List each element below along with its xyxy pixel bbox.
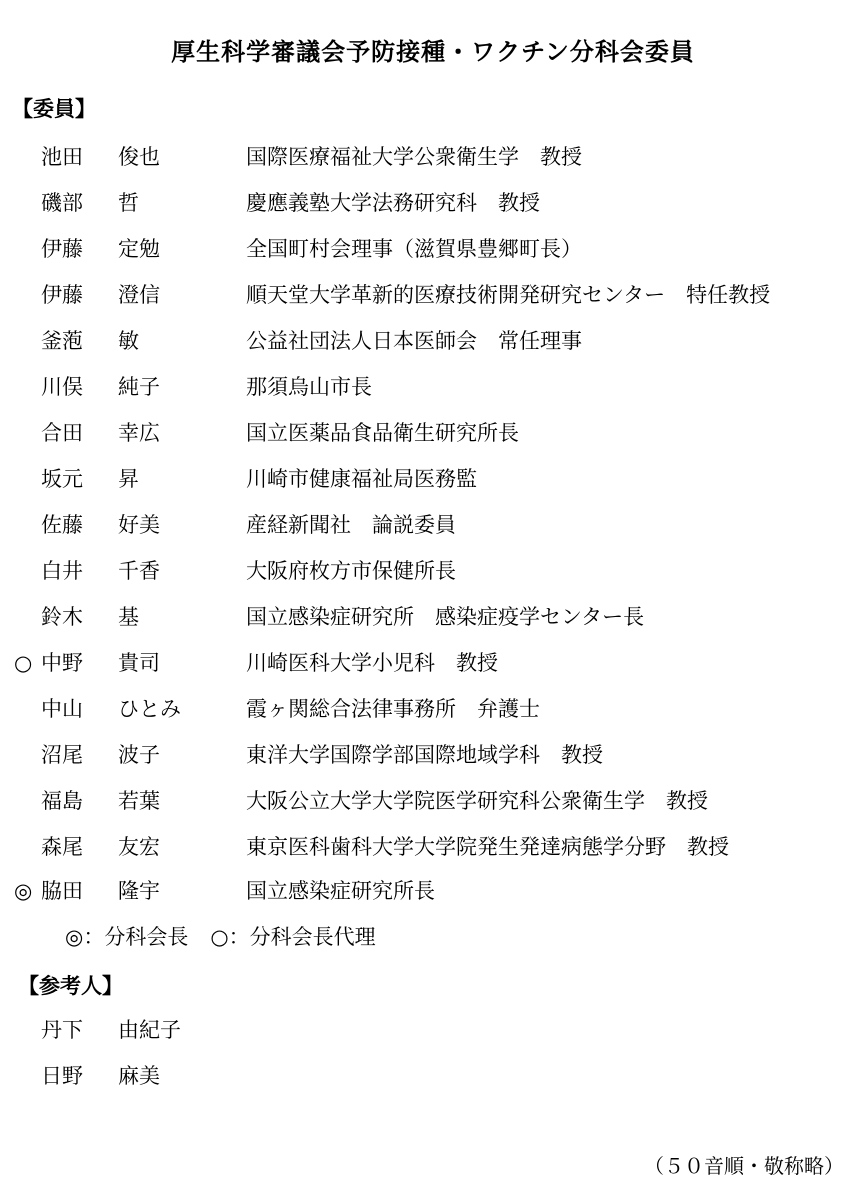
member-surname: 中山 [41, 697, 83, 721]
member-given-name: 隆宇 [118, 879, 160, 903]
member-affiliation: 川崎医科大学小児科 教授 [246, 651, 498, 675]
member-surname: 坂元 [41, 467, 83, 491]
member-surname: 伊藤 [41, 237, 83, 261]
member-row [0, 326, 866, 356]
member-row [0, 786, 866, 816]
member-affiliation: 東京医科歯科大学大学院発生発達病態学分野 教授 [246, 835, 729, 859]
footer-note: （５０音順・敬称略） [644, 1154, 844, 1178]
member-given-name: 定勉 [118, 237, 160, 261]
member-row [0, 372, 866, 402]
member-row [0, 832, 866, 862]
member-affiliation: 公益社団法人日本医師会 常任理事 [246, 329, 582, 353]
member-affiliation: 国立感染症研究所長 [246, 879, 435, 903]
member-surname: 福島 [41, 789, 83, 813]
member-surname: 伊藤 [41, 283, 83, 307]
member-affiliation: 全国町村会理事（滋賀県豊郷町長） [246, 237, 582, 261]
member-row [0, 740, 866, 770]
legend-deputy: ○：分科会長代理 [210, 925, 376, 949]
member-row [0, 234, 866, 264]
member-surname: 佐藤 [41, 513, 83, 537]
member-surname: 川俣 [41, 375, 83, 399]
member-given-name: 澄信 [118, 283, 160, 307]
reference-surname: 丹下 [41, 1018, 83, 1042]
reference-given-name: 麻美 [118, 1064, 160, 1088]
member-row [0, 418, 866, 448]
reference-heading: 【参考人】 [18, 974, 123, 998]
reference-row [0, 1015, 866, 1045]
member-mark: ◎ [14, 879, 33, 903]
member-affiliation: 産経新聞社 論説委員 [246, 513, 456, 537]
member-affiliation: 那須烏山市長 [246, 375, 372, 399]
page-title: 厚生科学審議会予防接種・ワクチン分科会委員 [171, 38, 695, 66]
member-given-name: 波子 [118, 743, 160, 767]
member-mark: ○ [14, 651, 33, 675]
member-surname: 森尾 [41, 835, 83, 859]
member-row [0, 188, 866, 218]
member-given-name: 敏 [118, 329, 139, 353]
member-row [0, 556, 866, 586]
member-row [0, 510, 866, 540]
member-row [0, 694, 866, 724]
reference-surname: 日野 [41, 1064, 83, 1088]
member-affiliation: 慶應義塾大学法務研究科 教授 [246, 191, 540, 215]
member-given-name: 千香 [118, 559, 160, 583]
member-surname: 合田 [41, 421, 83, 445]
member-row [0, 876, 866, 906]
member-surname: 沼尾 [41, 743, 83, 767]
member-affiliation: 大阪府枚方市保健所長 [246, 559, 456, 583]
member-surname: 白井 [41, 559, 83, 583]
member-affiliation: 順天堂大学革新的医療技術開発研究センター 特任教授 [246, 283, 771, 307]
member-given-name: 哲 [118, 191, 139, 215]
member-row [0, 602, 866, 632]
member-row [0, 142, 866, 172]
member-given-name: 純子 [118, 375, 160, 399]
member-row [0, 464, 866, 494]
member-given-name: 幸広 [118, 421, 160, 445]
member-given-name: 昇 [118, 467, 139, 491]
member-surname: 中野 [41, 651, 83, 675]
role-legend [65, 922, 376, 952]
member-surname: 釜萢 [41, 329, 83, 353]
member-given-name: 若葉 [118, 789, 160, 813]
member-surname: 脇田 [41, 879, 83, 903]
reference-given-name: 由紀子 [118, 1018, 181, 1042]
member-row [0, 280, 866, 310]
member-surname: 磯部 [41, 191, 83, 215]
member-affiliation: 大阪公立大学大学院医学研究科公衆衛生学 教授 [246, 789, 708, 813]
member-affiliation: 国立感染症研究所 感染症疫学センター長 [246, 605, 645, 629]
member-affiliation: 国際医療福祉大学公衆衛生学 教授 [246, 145, 582, 169]
members-heading: 【委員】 [12, 97, 96, 121]
reference-row [0, 1061, 866, 1091]
member-row [0, 648, 866, 678]
member-surname: 池田 [41, 145, 83, 169]
member-given-name: 基 [118, 605, 139, 629]
member-affiliation: 東洋大学国際学部国際地域学科 教授 [246, 743, 603, 767]
member-surname: 鈴木 [41, 605, 83, 629]
member-affiliation: 国立医薬品食品衛生研究所長 [246, 421, 519, 445]
member-given-name: 友宏 [118, 835, 160, 859]
legend-chair: ◎：分科会長 [65, 925, 189, 949]
member-given-name: 好美 [118, 513, 160, 537]
member-given-name: 俊也 [118, 145, 160, 169]
member-given-name: 貴司 [118, 651, 160, 675]
member-given-name: ひとみ [118, 697, 181, 721]
member-affiliation: 川崎市健康福祉局医務監 [246, 467, 477, 491]
member-affiliation: 霞ヶ関総合法律事務所 弁護士 [246, 697, 540, 721]
